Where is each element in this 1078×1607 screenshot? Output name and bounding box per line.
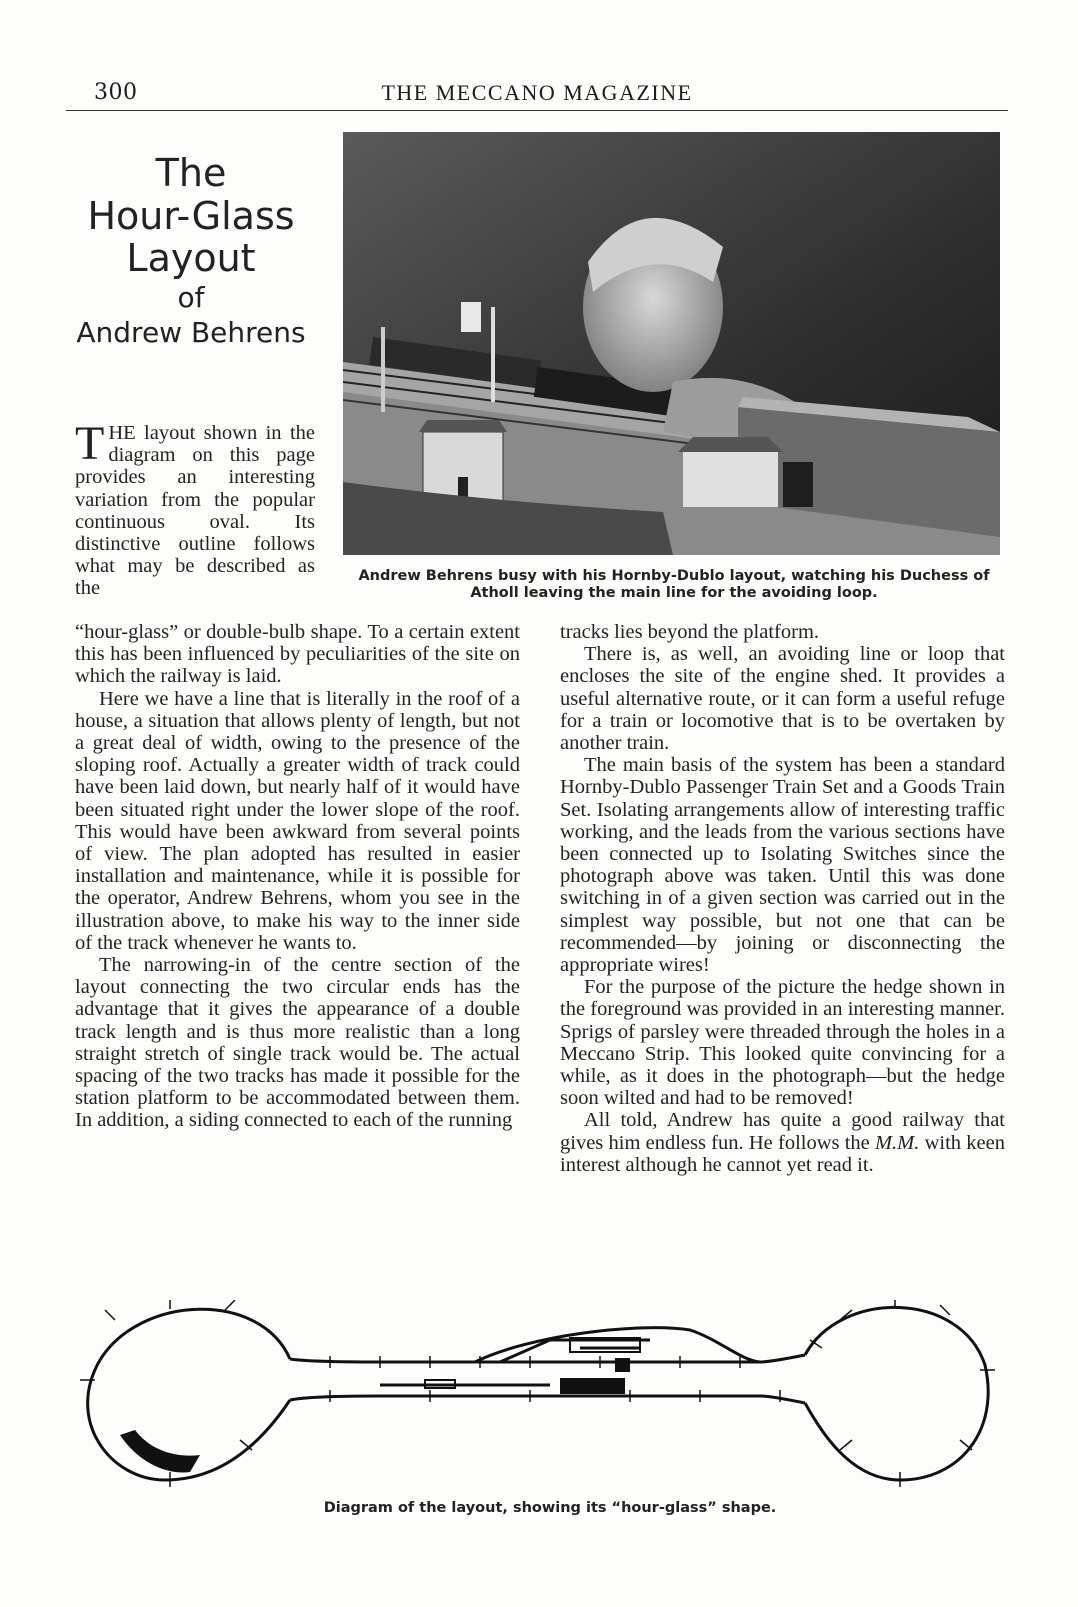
goods-shed (560, 1378, 625, 1394)
paragraph: tracks lies beyond the platform. (560, 621, 820, 643)
title-line-1: The (155, 151, 227, 195)
article-column-2 (560, 621, 1005, 1176)
title-line-2: Hour-Glass (87, 193, 295, 238)
track-lines (88, 1307, 989, 1480)
article-title (66, 152, 316, 348)
drop-cap: T (75, 417, 105, 470)
title-line-4: of (177, 280, 205, 314)
mm-abbreviation: M.M. (874, 1131, 920, 1154)
text-run: All told, Andrew has quite a good railway that gives him endless fun. He follows the (560, 1109, 1005, 1154)
magazine-title: THE MECCANO MAGAZINE (381, 80, 693, 105)
paragraph: Here we have a line that is literally in the roof of a house, a situation that allows plenty of length, but not a great deal of width, owing to the presence of the sloping roof. Actually a greater width of track could have been laid down, but nearly half of it would have been situated right under the lower slope of the roof. This would have been awkward from several points of view. The plan adopted has resulted in easier installation and maintenance, while it is possible for the operator, Andrew Behrens, whom you see in the illustration above, to make his way to the inner side of the track whenever he wants to. (75, 687, 520, 954)
paragraph: “hour-glass” or double-bulb shape. To a certain extent this has been influenced by peculiarities of the site on which the railway is laid. (75, 621, 520, 688)
paragraph: For the purpose of the picture the hedge shown in the foreground was provided in an interesting manner. Sprigs of parsley were threaded through the holes in a Meccano Strip. This looked quite convincing for a while, as it does in the photograph—but the hedge soon wilted and had to be removed! (560, 976, 1005, 1110)
paragraph: The narrowing-in of the centre section of the layout connecting the two circular ends has the advantage that it gives the appearance of a double track length and is thus more realistic than a long straight stretch of single track would be. The actual spacing of the two tracks has made it possible for the station platform to be accommodated between them. In addition, a siding connected to each of the running (75, 954, 520, 1132)
intro-text: HE layout shown in the diagram on this page provides an interesting variation from the popular continuous oval. Its distinctive outline follows what may be described as the (75, 422, 315, 600)
article-column-1 (75, 621, 520, 1132)
paragraph: The main basis of the system has been a standard Hornby-Dublo Passenger Train Set and a Goods Train Set. Isolating arrangements allow of interesting traffic working, and the leads from the various sections have been connected up to Isolating Switches since the photograph above was taken. Until this was done switching in of a given section was carried out in the simplest way possible, but not one that can be recommended—by joining or disconnecting the appropriate wires! (560, 754, 1005, 977)
title-author: Andrew Behrens (76, 316, 306, 349)
layout-photograph (343, 132, 1000, 555)
signal-box (615, 1358, 630, 1372)
engine-shed (120, 1430, 200, 1473)
track-ticks (80, 1300, 995, 1487)
page-number: 300 (94, 80, 138, 105)
text-run: with keen interest although he cannot yet read it. (560, 1131, 1005, 1176)
photo-caption: Andrew Behrens busy with his Hornby-Dublo layout, watching his Duchess of Atholl leaving the main line for the avoiding loop. (358, 568, 990, 601)
paragraph: There is, as well, an avoiding line or loop that encloses the site of the engine shed. It provides a useful alternative route, or it can form a useful refuge for a train or locomotive that is to be overtaken by another train. (560, 643, 1005, 755)
track-layout-diagram (80, 1300, 1015, 1530)
article-intro (75, 417, 315, 600)
title-line-3: Layout (126, 236, 256, 281)
photo-illustration (343, 132, 1000, 555)
diagram-caption: Diagram of the layout, showing its “hour-glass” shape. (323, 1500, 777, 1516)
paragraph-final (560, 1109, 1005, 1176)
page-header (66, 78, 1008, 111)
